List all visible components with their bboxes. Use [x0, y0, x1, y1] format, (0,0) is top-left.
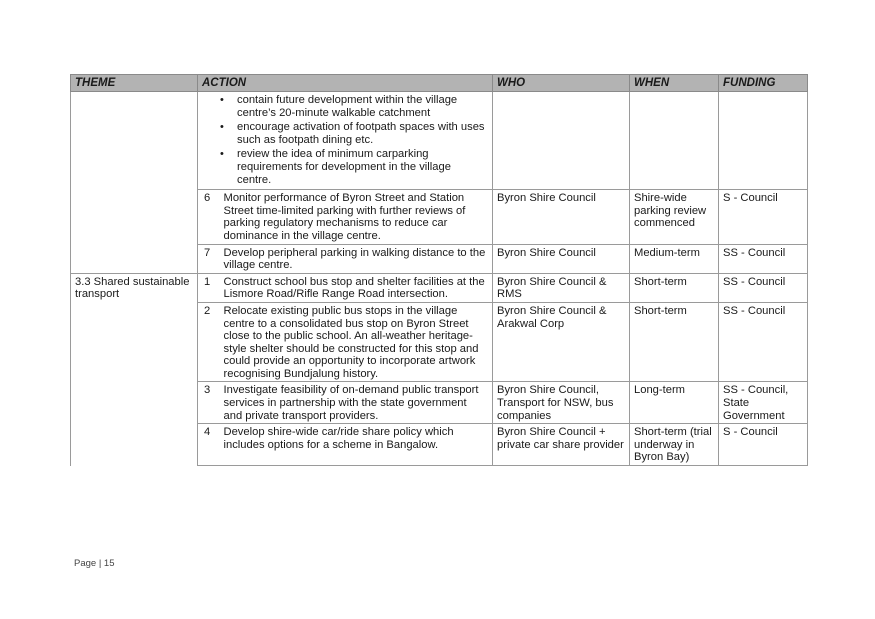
who-cell: Byron Shire Council & RMS: [493, 273, 630, 302]
who-cell: Byron Shire Council, Transport for NSW, bus companies: [493, 382, 630, 424]
list-item: • contain future development within the village centre’s 20-minute walkable catchment: [220, 94, 458, 119]
table-header-row: [71, 75, 808, 92]
funding-cell: [719, 92, 808, 190]
bullet-icon: •: [220, 121, 224, 134]
when-cell: Short-term: [630, 273, 719, 302]
theme-number: 3.3: [75, 275, 91, 288]
who-cell: [493, 92, 630, 190]
bullets-cell: [198, 92, 493, 190]
theme-cell-empty: [71, 92, 198, 274]
action-text: Monitor performance of Byron Street and Station Street time-limited parking with further reviews of parking regulatory mechanisms to reduce car dominance in the village centre.: [222, 190, 493, 244]
action-plan-table: [70, 74, 808, 466]
table-row: [71, 92, 808, 190]
bullet-icon: •: [220, 94, 224, 106]
when-cell: Short-term (trial underway in Byron Bay): [630, 424, 719, 466]
funding-cell: S - Council: [719, 424, 808, 466]
who-cell: Byron Shire Council + private car share provider: [493, 424, 630, 466]
when-cell: Medium-term: [630, 244, 719, 273]
header-theme: THEME: [71, 75, 198, 92]
when-cell: Shire-wide parking review commenced: [630, 190, 719, 244]
table-row: [71, 273, 808, 302]
bullet-icon: •: [220, 148, 224, 161]
header-funding: FUNDING: [719, 75, 808, 92]
header-who: WHO: [493, 75, 630, 92]
when-cell: [630, 92, 719, 190]
when-cell: Short-term: [630, 302, 719, 382]
funding-cell: SS - Council: [719, 244, 808, 273]
action-number: 7: [198, 244, 222, 273]
funding-cell: SS - Council, State Government: [719, 382, 808, 424]
action-number: 3: [198, 382, 222, 424]
action-number: 6: [198, 190, 222, 244]
header-when: WHEN: [630, 75, 719, 92]
theme-title: Shared sustainable transport: [75, 275, 190, 301]
action-text: Develop peripheral parking in walking distance to the village centre.: [222, 244, 493, 273]
page-number: Page | 15: [74, 558, 115, 569]
who-cell: Byron Shire Council: [493, 244, 630, 273]
action-text: Develop shire-wide car/ride share policy which includes options for a scheme in Bangalow.: [222, 424, 493, 466]
who-cell: Byron Shire Council & Arakwal Corp: [493, 302, 630, 382]
who-cell: Byron Shire Council: [493, 190, 630, 244]
list-item: • review the idea of minimum carparking requirements for development in the village centre.: [220, 148, 451, 186]
action-text: Investigate feasibility of on-demand public transport services in partnership with the state government and private transport providers.: [222, 382, 493, 424]
action-text: Construct school bus stop and shelter facilities at the Lismore Road/Rifle Range Road intersection.: [222, 273, 493, 302]
bullet-list: [200, 94, 488, 186]
action-number: 4: [198, 424, 222, 466]
action-number: 2: [198, 302, 222, 382]
header-action: ACTION: [198, 75, 493, 92]
list-item: • encourage activation of footpath spaces with uses such as footpath dining etc.: [220, 121, 485, 146]
funding-cell: SS - Council: [719, 302, 808, 382]
funding-cell: S - Council: [719, 190, 808, 244]
theme-cell: [71, 273, 198, 465]
action-text: Relocate existing public bus stops in the village centre to a consolidated bus stop on Byron Street close to the public school. An all-weather heritage-style shelter should be constructed for this stop and could provide an opportunity to incorporate artwork recognising Bundjalung history.: [222, 302, 493, 382]
when-cell: Long-term: [630, 382, 719, 424]
funding-cell: SS - Council: [719, 273, 808, 302]
action-number: 1: [198, 273, 222, 302]
